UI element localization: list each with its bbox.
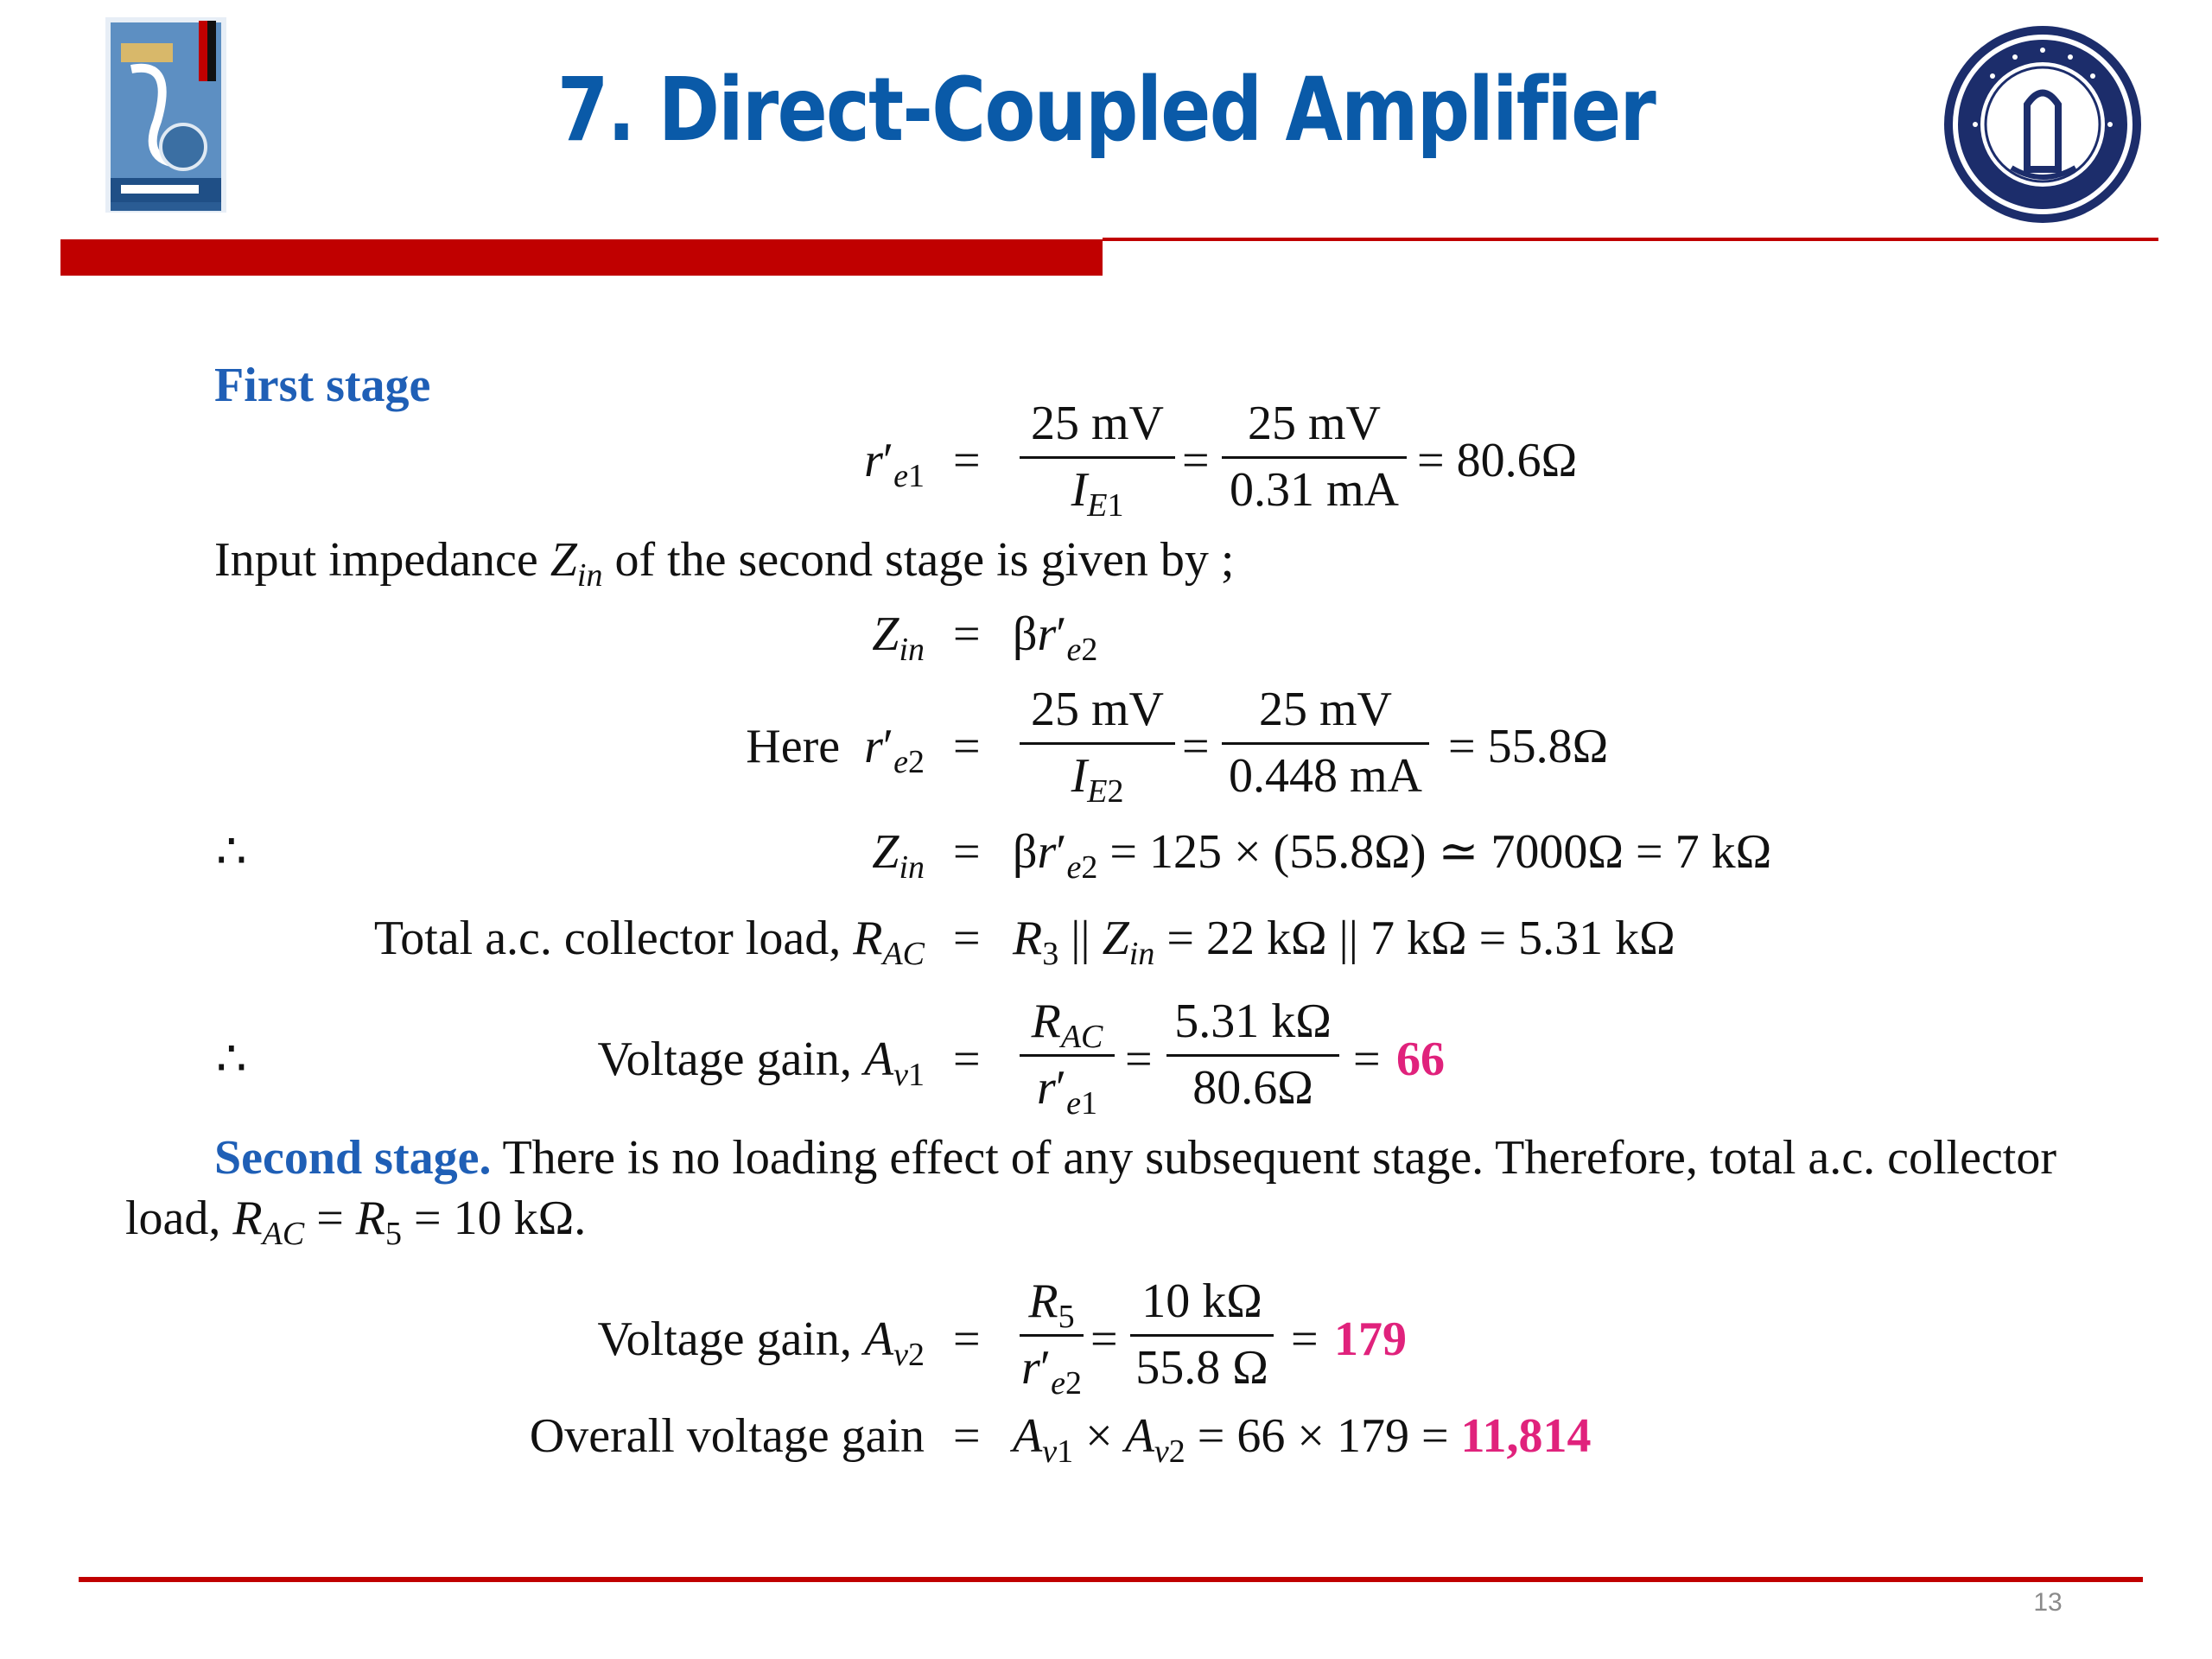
- av1-fraction-1: $R_{AC}$ $r'_{e1}$: [1020, 997, 1115, 1112]
- overall-gain-lhs: Overall voltage gain: [529, 1409, 925, 1463]
- av2-result: 179: [1334, 1313, 1407, 1366]
- re2-fraction-1: $\frac{25 mV}{I_{E2}}$: [1020, 685, 1175, 800]
- equals-sign: =: [1182, 720, 1210, 773]
- av1-fraction-2: $\frac{5.31 k\Omega}{80.6\Omega}$: [1166, 997, 1339, 1112]
- equals-sign: =: [953, 434, 981, 487]
- equals-sign: =: [953, 1409, 981, 1463]
- zin-lhs: $Z_{in}$: [872, 607, 925, 668]
- overall-gain-rhs: $A_{v1} \times A_{v2} = 66 \times 179 = 11,814$: [1013, 1409, 1592, 1470]
- re2-lhs: Here $r'_{e2}$: [746, 720, 925, 780]
- page-title: 7. Direct-Coupled Amplifier: [556, 59, 1656, 162]
- therefore-symbol: ∴: [216, 1033, 247, 1086]
- re2-fraction-2: $\frac{25 mV}{0.448 mA}$: [1222, 685, 1429, 800]
- re1-result: = 80.6Ω: [1417, 434, 1578, 487]
- second-stage-paragraph-line2: load, $R_{AC} = R_5 = 10$ kΩ.: [125, 1192, 587, 1252]
- zin-calc-rhs: $\beta r'_{e2} = 125 \times (55.8\Omega)$ ≃ 7000Ω = 7 kΩ: [1013, 825, 1772, 886]
- second-stage-paragraph-line1: Second stage. There is no loading effect of any subsequent stage. Therefore, total a.c. collector: [214, 1131, 2057, 1185]
- equals-sign: =: [953, 607, 981, 661]
- rac-rhs: $R_3$ || $Z_{in} = 22$ kΩ || 7 kΩ = 5.31 kΩ: [1013, 912, 1675, 972]
- equals-sign: =: [1182, 434, 1210, 487]
- av1-equals: =: [1353, 1033, 1381, 1086]
- equals-sign: =: [953, 912, 981, 965]
- equals-sign: =: [1090, 1313, 1118, 1366]
- re2-result: = 55.8Ω: [1448, 720, 1609, 773]
- first-stage-heading: First stage: [214, 359, 431, 412]
- university-of-diyala-logo-icon: [105, 17, 226, 213]
- av2-equals: =: [1291, 1313, 1319, 1366]
- rac-lhs: Total a.c. collector load, $R_{AC}$: [373, 912, 925, 972]
- footer-rule: [79, 1577, 2143, 1582]
- equals-sign: =: [953, 720, 981, 773]
- re1-fraction-2: $\frac{25 mV}{0.31 mA}$: [1222, 399, 1407, 514]
- equals-sign: =: [953, 1313, 981, 1366]
- input-impedance-text: Input impedance $Z_{in}$ of the second stage is given by ;: [214, 533, 1235, 594]
- zin-definition-rhs: $\beta r'_{e2}$: [1013, 607, 1098, 668]
- re1-lhs: $r'_{e1}$: [864, 434, 925, 494]
- av2-fraction-2: $\frac{10 k\Omega}{55.8 \Omega}$: [1130, 1277, 1274, 1392]
- av1-result: 66: [1396, 1033, 1445, 1086]
- re1-fraction-1: $\frac{25 mV}{I_{E1}}$: [1020, 399, 1175, 514]
- therefore-symbol: ∴: [216, 825, 247, 879]
- av1-lhs: Voltage gain, $A_{v1}$: [597, 1033, 925, 1093]
- av2-fraction-1: $\frac{R_5}{r'_{e2}}$: [1020, 1277, 1084, 1392]
- header-rule-thick: [60, 239, 1103, 276]
- equals-sign: =: [1125, 1033, 1153, 1086]
- page-number: 13: [2033, 1588, 2063, 1617]
- zin-calc-lhs: $Z_{in}$: [872, 825, 925, 886]
- header-rule-thin: [1103, 238, 2158, 241]
- college-of-engineering-seal-icon: [1941, 22, 2145, 226]
- equals-sign: =: [953, 1033, 981, 1086]
- equals-sign: =: [953, 825, 981, 879]
- av2-lhs: Voltage gain, $A_{v2}$: [597, 1313, 925, 1373]
